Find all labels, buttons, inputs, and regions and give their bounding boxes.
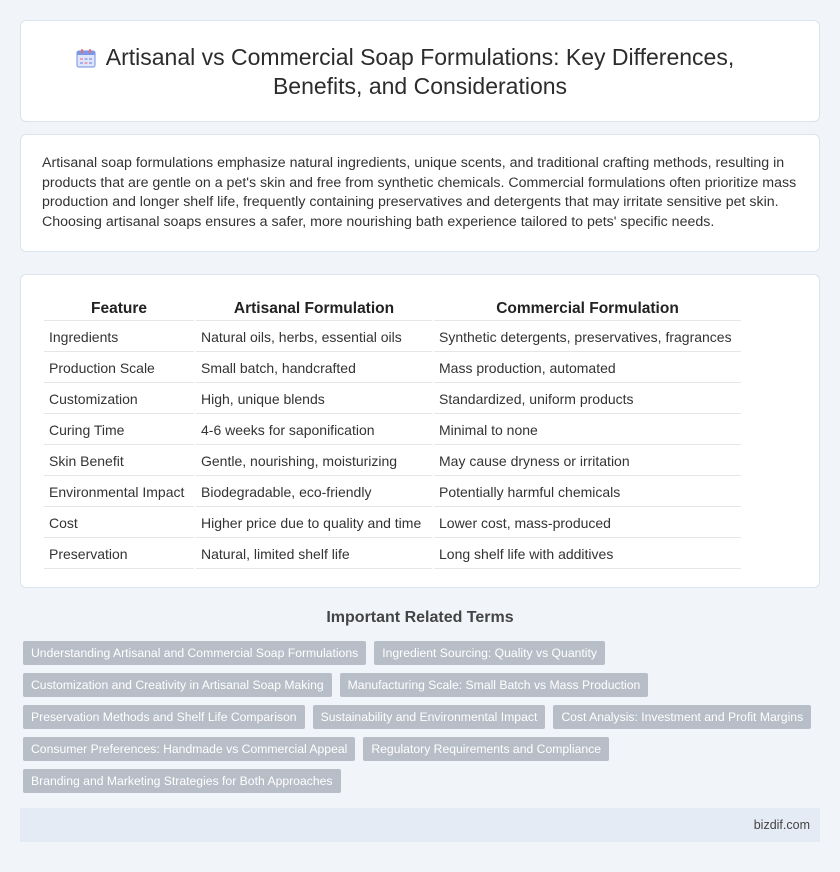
footer-site-link[interactable]: bizdif.com [753, 818, 810, 832]
table-row [44, 323, 741, 352]
table-row [44, 385, 741, 414]
artisanal-cell: High, unique blends [196, 385, 432, 414]
related-term-tag[interactable]: Sustainability and Environmental Impact [313, 705, 546, 729]
footer [20, 808, 820, 842]
column-header-feature: Feature [44, 297, 194, 321]
related-term-tag[interactable]: Cost Analysis: Investment and Profit Margins [553, 705, 811, 729]
feature-cell: Customization [44, 385, 194, 414]
commercial-cell: Potentially harmful chemicals [434, 478, 741, 507]
table-row [44, 540, 741, 569]
table-row [44, 478, 741, 507]
artisanal-cell: 4-6 weeks for saponification [196, 416, 432, 445]
commercial-cell: Long shelf life with additives [434, 540, 741, 569]
feature-cell: Skin Benefit [44, 447, 194, 476]
related-term-tag[interactable]: Ingredient Sourcing: Quality vs Quantity [374, 641, 605, 665]
page-title: Artisanal vs Commercial Soap Formulations: Key Differences, Benefits, and Considerations [105, 44, 735, 99]
feature-cell: Cost [44, 509, 194, 538]
commercial-cell: Lower cost, mass-produced [434, 509, 741, 538]
comparison-table [42, 295, 743, 571]
commercial-cell: Synthetic detergents, preservatives, fragrances [434, 323, 741, 352]
commercial-cell: Mass production, automated [434, 354, 741, 383]
feature-cell: Curing Time [44, 416, 194, 445]
commercial-cell: May cause dryness or irritation [434, 447, 741, 476]
table-row [44, 447, 741, 476]
column-header-artisanal: Artisanal Formulation [196, 297, 432, 321]
intro-card [20, 134, 820, 252]
feature-cell: Preservation [44, 540, 194, 569]
commercial-cell: Minimal to none [434, 416, 741, 445]
feature-cell: Ingredients [44, 323, 194, 352]
header-card [20, 20, 820, 122]
artisanal-cell: Natural, limited shelf life [196, 540, 432, 569]
table-row [44, 416, 741, 445]
artisanal-cell: Biodegradable, eco-friendly [196, 478, 432, 507]
related-term-tag[interactable]: Branding and Marketing Strategies for Both Approaches [23, 769, 341, 793]
feature-cell: Environmental Impact [44, 478, 194, 507]
artisanal-cell: Small batch, handcrafted [196, 354, 432, 383]
related-terms-list [23, 641, 813, 801]
related-term-tag[interactable]: Preservation Methods and Shelf Life Comparison [23, 705, 305, 729]
related-term-tag[interactable]: Manufacturing Scale: Small Batch vs Mass Production [340, 673, 649, 697]
related-term-tag[interactable]: Regulatory Requirements and Compliance [363, 737, 609, 761]
comparison-card [20, 274, 820, 588]
related-term-tag[interactable]: Understanding Artisanal and Commercial Soap Formulations [23, 641, 366, 665]
table-header-row [44, 297, 741, 321]
artisanal-cell: Higher price due to quality and time [196, 509, 432, 538]
related-term-tag[interactable]: Consumer Preferences: Handmade vs Commercial Appeal [23, 737, 355, 761]
artisanal-cell: Natural oils, herbs, essential oils [196, 323, 432, 352]
feature-cell: Production Scale [44, 354, 194, 383]
related-terms-heading: Important Related Terms [326, 609, 514, 626]
table-row [44, 354, 741, 383]
related-term-tag[interactable]: Customization and Creativity in Artisanal Soap Making [23, 673, 332, 697]
table-row [44, 509, 741, 538]
column-header-commercial: Commercial Formulation [434, 297, 741, 321]
intro-paragraph: Artisanal soap formulations emphasize natural ingredients, unique scents, and traditional crafting methods, resulting in products that are gentle on a pet's skin and free from synthetic chemicals. Commercial formulations often prioritize mass production and longer shelf life, frequently containing preservatives and detergents that may irritate sensitive pet skin. Choosing artisanal soaps ensures a safer, more nourishing bath experience tailored to pets' specific needs. [42, 155, 797, 230]
artisanal-cell: Gentle, nourishing, moisturizing [196, 447, 432, 476]
commercial-cell: Standardized, uniform products [434, 385, 741, 414]
